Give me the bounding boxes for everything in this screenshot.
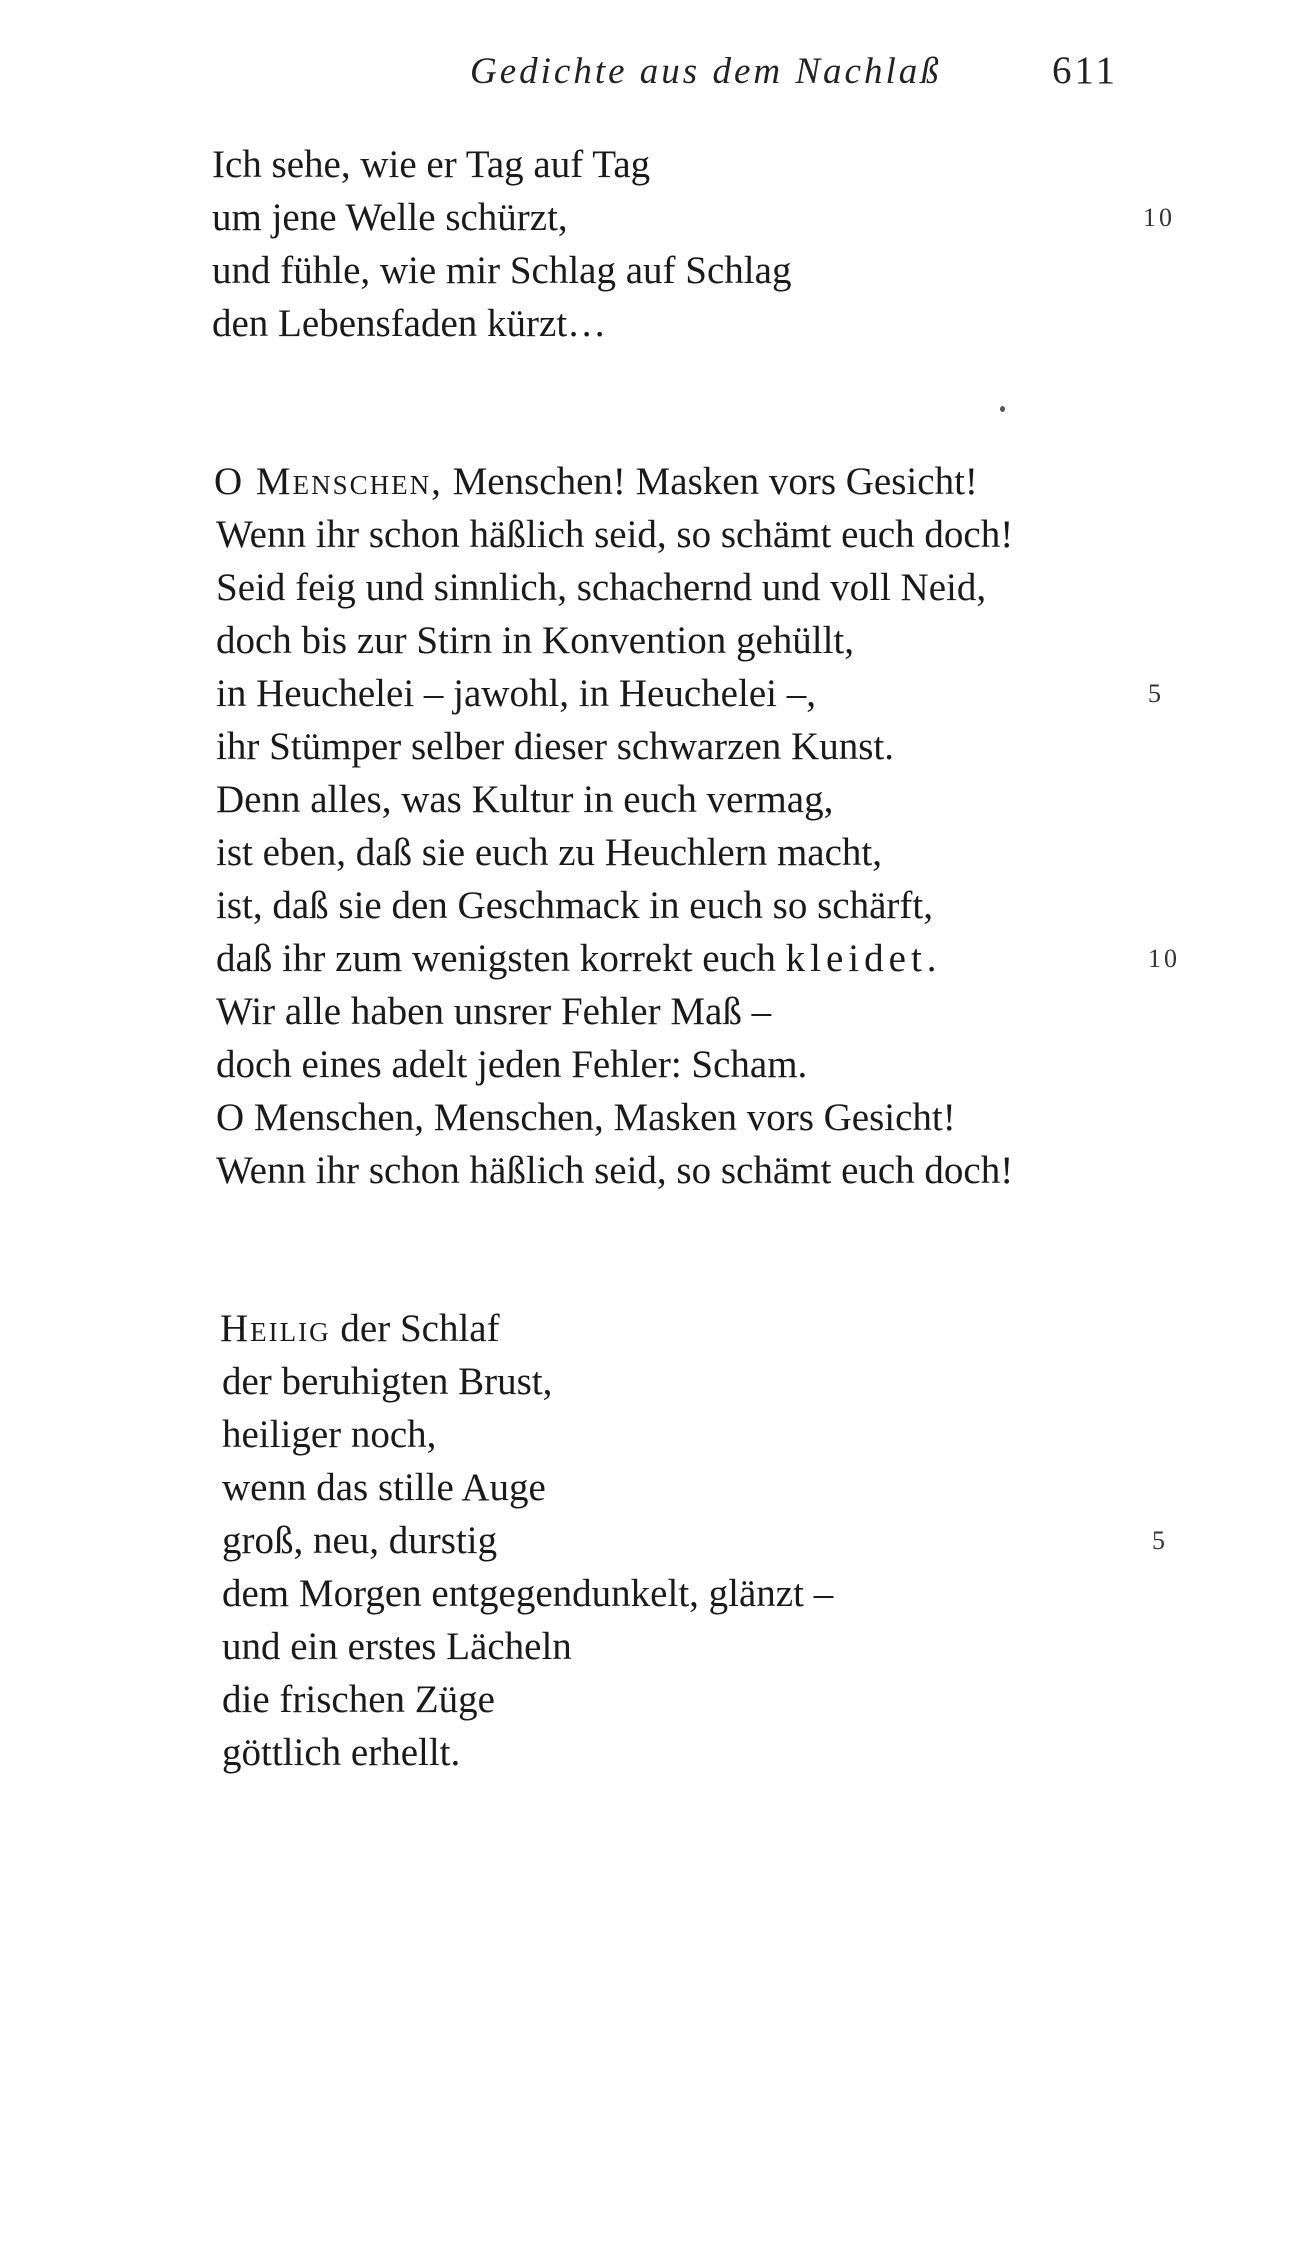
- poem-line: [0, 244, 1294, 297]
- running-head-title: Gedichte aus dem Nachlaß: [470, 51, 942, 92]
- line-text: Wenn ihr schon häßlich seid, so schämt euch doch!: [216, 1149, 1014, 1192]
- poem-line: [0, 1726, 1294, 1779]
- line-text-start: daß ihr zum wenigsten korrekt euch: [216, 937, 786, 980]
- line-number: 10: [1143, 203, 1175, 232]
- poem-line: [0, 138, 1294, 191]
- line-text: göttlich erhellt.: [222, 1731, 461, 1774]
- poem-line: [0, 561, 1294, 614]
- poem-3: [0, 1302, 1294, 1779]
- poem-line: [0, 1461, 1294, 1514]
- line-text-rest: der Schlaf: [330, 1307, 500, 1350]
- poem-line: [0, 773, 1294, 826]
- poem-line: [0, 1038, 1294, 1091]
- poem-line: [0, 297, 1294, 350]
- poem-line: [0, 1144, 1294, 1197]
- poem-line: [0, 1355, 1294, 1408]
- poem-line: [0, 191, 1294, 244]
- poem-line: [0, 1620, 1294, 1673]
- opening-words: Heilig: [220, 1307, 331, 1350]
- poem-line: [0, 1302, 1294, 1355]
- line-text: in Heuchelei – jawohl, in Heuchelei –,: [216, 672, 816, 715]
- line-text: ist, daß sie den Geschmack in euch so schärft,: [216, 884, 933, 927]
- poem-1: [0, 138, 1294, 350]
- spaced-word: kleidet.: [785, 937, 942, 980]
- line-text: um jene Welle schürzt,: [212, 196, 568, 239]
- line-text: ist eben, daß sie euch zu Heuchlern macht,: [216, 831, 882, 874]
- line-number: 5: [1148, 679, 1164, 708]
- print-speck: [1000, 406, 1005, 412]
- line-text: der beruhigten Brust,: [222, 1360, 553, 1403]
- poem-line: [0, 1091, 1294, 1144]
- line-number: 5: [1152, 1526, 1168, 1555]
- poem-line: [0, 667, 1294, 720]
- poem-line: [0, 455, 1294, 508]
- line-text: groß, neu, durstig: [222, 1519, 498, 1562]
- line-text: Ich sehe, wie er Tag auf Tag: [212, 143, 651, 186]
- opening-words: O Menschen,: [214, 460, 443, 503]
- page-number: 611: [1052, 49, 1119, 92]
- line-text: ihr Stümper selber dieser schwarzen Kunst.: [216, 725, 894, 768]
- poem-line: [0, 932, 1294, 985]
- line-text: und ein erstes Lächeln: [222, 1625, 572, 1668]
- line-text: [214, 455, 978, 508]
- line-text: Wir alle haben unsrer Fehler Maß –: [216, 990, 772, 1033]
- line-text: [216, 932, 942, 985]
- poem-line: [0, 1673, 1294, 1726]
- poem-line: [0, 1567, 1294, 1620]
- poem-line: [0, 614, 1294, 667]
- line-text: doch bis zur Stirn in Konvention gehüllt,: [216, 619, 855, 662]
- poem-line: [0, 826, 1294, 879]
- line-number: 10: [1148, 944, 1180, 973]
- poem-line: [0, 508, 1294, 561]
- line-text: dem Morgen entgegendunkelt, glänzt –: [222, 1572, 834, 1615]
- line-text: die frischen Züge: [222, 1678, 495, 1721]
- line-text-rest: Menschen! Masken vors Gesicht!: [442, 460, 978, 503]
- line-text: heiliger noch,: [222, 1413, 437, 1456]
- line-text: [220, 1302, 500, 1355]
- line-text: den Lebensfaden kürzt…: [212, 302, 607, 345]
- line-text: Seid feig und sinnlich, schachernd und voll Neid,: [216, 566, 987, 609]
- line-text: doch eines adelt jeden Fehler: Scham.: [216, 1043, 808, 1086]
- poem-line: [0, 1408, 1294, 1461]
- line-text: Denn alles, was Kultur in euch vermag,: [216, 778, 834, 821]
- line-text: O Menschen, Menschen, Masken vors Gesicht!: [216, 1096, 956, 1139]
- poem-2: [0, 455, 1294, 1197]
- poem-line: [0, 879, 1294, 932]
- poem-line: [0, 720, 1294, 773]
- line-text: wenn das stille Auge: [222, 1466, 546, 1509]
- line-text: und fühle, wie mir Schlag auf Schlag: [212, 249, 792, 292]
- line-text: Wenn ihr schon häßlich seid, so schämt euch doch!: [216, 513, 1014, 556]
- poem-line: [0, 985, 1294, 1038]
- poem-line: [0, 1514, 1294, 1567]
